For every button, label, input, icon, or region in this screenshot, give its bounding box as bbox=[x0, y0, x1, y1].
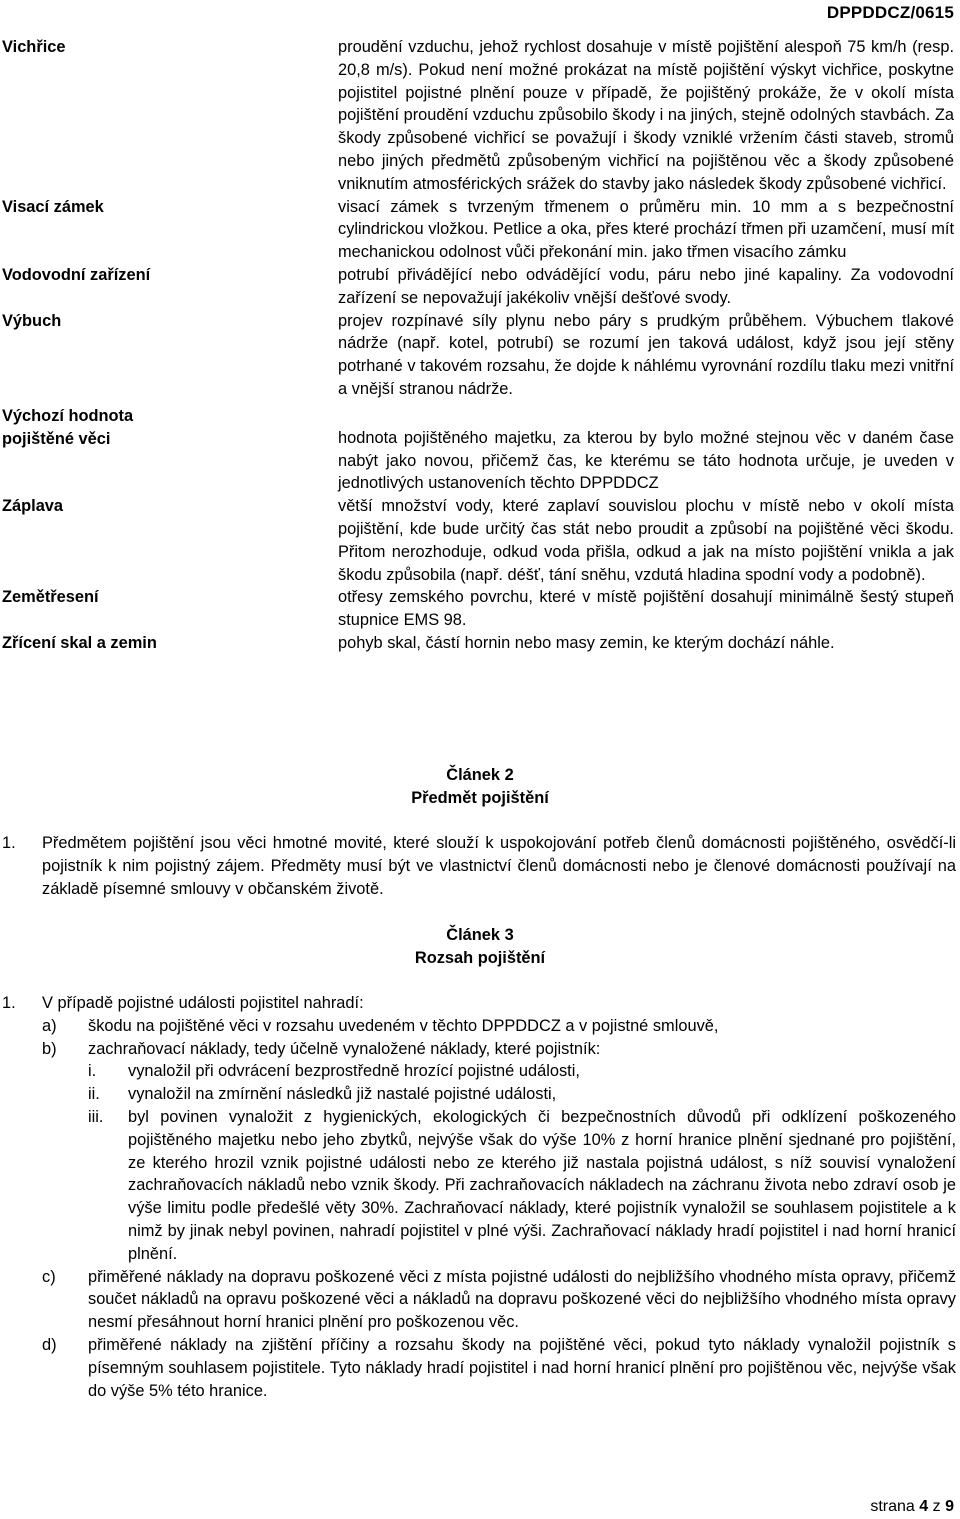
definitions-list bbox=[0, 36, 960, 655]
list-item bbox=[0, 1266, 956, 1334]
sub-list-item-text: vynaložil při odvrácení bezprostředně hrozící pojistné události, bbox=[128, 1062, 580, 1081]
definition-text: visací zámek s tvrzeným třmenem o průměru min. 10 mm a s bezpečnostní cylindrickou vložkou. Petlice a oka, přes které prochází třmen při uzamčení, musí mít mechanickou odolnost vůči překonání min. jako třmen visacího zámku bbox=[338, 197, 954, 262]
list-item-label: b) bbox=[42, 1039, 57, 1058]
list-item bbox=[0, 1038, 956, 1266]
sub-list-item-label: i. bbox=[88, 1062, 97, 1081]
paragraph-number: 1. bbox=[2, 994, 16, 1012]
list-item-text: přiměřené náklady na zjištění příčiny a rozsahu škody na pojištěné věci, pokud tyto náklady vynaložil pojistník s písemným souhlasem pojistitele. Tyto náklady hradí pojistitel i nad horní hranicí plnění pro pojištěnou věc, nejvýše však do výše 5% této hranice. bbox=[88, 1335, 956, 1400]
page-prefix: strana bbox=[870, 1498, 915, 1515]
sub-list-item-text: vynaložil na zmírnění následků již nastalé pojistné události, bbox=[128, 1085, 557, 1104]
article-2-title: Předmět pojištění bbox=[411, 788, 549, 807]
definition-term: Visací zámek bbox=[2, 197, 104, 216]
article-3-paragraph bbox=[0, 992, 956, 1402]
definition-term: Záplava bbox=[2, 497, 64, 516]
total-pages: 9 bbox=[945, 1498, 954, 1515]
definition-term: Zemětřesení bbox=[2, 588, 99, 607]
definition-text: pohyb skal, částí hornin nebo masy zemin, ke kterým dochází náhle. bbox=[338, 633, 835, 652]
definition-text: potrubí přivádějící nebo odvádějící vodu, páru nebo jiné kapaliny. Za vodovodní zařízení se nepovažují jakékoliv vnější dešťové svody. bbox=[338, 265, 954, 307]
definition-row bbox=[0, 405, 960, 495]
definition-term: Výchozí hodnota pojištěné věci bbox=[2, 406, 134, 448]
sub-list-item-label: iii. bbox=[88, 1107, 104, 1126]
sub-list-item bbox=[0, 1083, 956, 1106]
list-item bbox=[0, 1334, 956, 1402]
definition-row bbox=[0, 264, 960, 310]
sub-list-item-text: byl povinen vynaložit z hygienických, ekologických či bezpečnostních důvodů při odklízení poškozeného pojištěného majetku nebo jeho zbytků, nejvýše však do výše 10% z horní hranice plnění sjednané pro pojištění, ze kterého hrozil vznik pojistné události nebo ze kterého již nastala pojistná událost, s níž souvisí vynaložení zachraňovacích nákladů nebo vznik škody. Při zachraňovacích nákladech na záchranu života nebo zdraví osob je výše limitu podle předešlé věty 30%. Zachraňovací náklady, které pojistník vynaložil se souhlasem pojistitele a k nimž by jinak nebyl povinen, nahradí pojistitel v plné výši. Zachraňovací náklady hradí pojistitel i nad horní hranicí plnění. bbox=[128, 1107, 956, 1263]
article-2-heading-block bbox=[0, 764, 960, 810]
list-item-label: d) bbox=[42, 1335, 57, 1354]
definition-row bbox=[0, 310, 960, 401]
definition-term: Vodovodní zařízení bbox=[2, 265, 151, 284]
list-item-label: a) bbox=[42, 1016, 57, 1035]
definition-term: Vichřice bbox=[2, 38, 66, 56]
list-item-text: škodu na pojištěné věci v rozsahu uvedeném v těchto DPPDDCZ a v pojistné smlouvě, bbox=[88, 1016, 719, 1035]
definition-row bbox=[0, 196, 960, 264]
definition-text: otřesy zemského povrchu, které v místě pojištění dosahují minimálně šestý stupeň stupnice EMS 98. bbox=[338, 588, 954, 630]
definition-text: projev rozpínavé síly plynu nebo páry s prudkým průběhem. Výbuchem tlakové nádrže (např. kotel, potrubí) se rozumí jen taková událost, když jsou její stěny potrhané v takovém rozsahu, že dojde k náhlému vyrovnání rozdílu tlaku mezi vnitřní a vnější stranou nádrže. bbox=[338, 311, 954, 398]
article-3-heading-block bbox=[0, 924, 960, 970]
list-item-text: přiměřené náklady na dopravu poškozené věci z místa pojistné události do nejbližšího vhodného místa opravy, přičemž součet nákladů na opravu poškozené věci a nákladů na dopravu poškozené věci do nejbližšího vhodného místa opravy nesmí přesáhnout horní hranici plnění pro poškozenou věc. bbox=[88, 1267, 956, 1332]
current-page: 4 bbox=[919, 1498, 929, 1515]
definition-text: větší množství vody, které zaplaví souvislou plochu v místě nebo v okolí místa pojištění, kde bude určitý čas stát nebo proudit a způsobí na pojištěné věci škodu. Přitom nerozhoduje, odkud voda přišla, odkud a jak na místo pojištění vnikla a jak škodu způsobila (např. déšť, tání sněhu, vzdutá hladina spodní vody a podobně). bbox=[338, 497, 954, 584]
definition-text: proudění vzduchu, jehož rychlost dosahuje v místě pojištění alespoň 75 km/h (resp. 20,8 m/s). Pokud není možné prokázat na místě pojištění výskyt vichřice, poskytne pojistitel pojistné plnění pouze v případě, že pojištěný prokáže, že v okolí místa pojištění proudění vzduchu způsobilo škody i na jiných, stejně odolných stavbách. Za škody způsobené vichřicí se považují i škody vzniklé vržením části staveb, stromů nebo jiných předmětů způsobeným vichřicí na pojištěnou věc a škody způsobené vniknutím atmosférických srážek do stavby jako následek škody způsobené vichřicí. bbox=[338, 38, 954, 193]
paragraph-number: 1. bbox=[2, 834, 16, 852]
article-3-title: Rozsah pojištění bbox=[414, 948, 546, 967]
sub-list-item bbox=[0, 1106, 956, 1266]
paragraph-text: V případě pojistné události pojistitel nahradí: bbox=[42, 994, 364, 1012]
definition-row bbox=[0, 586, 960, 632]
article-3-number: Článek 3 bbox=[446, 926, 514, 944]
sub-list-item-label: ii. bbox=[88, 1085, 100, 1104]
list-item-label: c) bbox=[42, 1267, 56, 1286]
list-item-text: zachraňovací náklady, tedy účelně vynaložené náklady, které pojistník: bbox=[88, 1039, 601, 1058]
definition-row bbox=[0, 36, 960, 196]
definition-row bbox=[0, 632, 960, 655]
sub-list-item bbox=[0, 1060, 956, 1083]
page-number bbox=[870, 1496, 954, 1519]
definition-term: Výbuch bbox=[2, 311, 62, 330]
article-2-paragraph bbox=[0, 832, 956, 900]
document-code: DPPDDCZ/0615 bbox=[826, 3, 954, 22]
page-separator: z bbox=[932, 1498, 941, 1515]
list-item bbox=[0, 1015, 956, 1038]
definition-term: Zřícení skal a zemin bbox=[2, 633, 157, 652]
definition-row bbox=[0, 495, 960, 586]
definition-text: hodnota pojištěného majetku, za kterou by bylo možné stejnou věc v daném čase nabýt jako novou, přičemž čas, ke kterému se táto hodnota určuje, je uveden v jednotlivých ustanoveních těchto DPPDDCZ bbox=[338, 428, 954, 493]
article-2-number: Článek 2 bbox=[446, 766, 514, 784]
paragraph-text: Předmětem pojištění jsou věci hmotné movité, které slouží k uspokojování potřeb členů domácnosti pojištěného, osvědčí-li pojistník k nim pojistný zájem. Předměty musí být ve vlastnictví členů domácnosti nebo je členové domácnosti používají na základě písemné smlouvy v občanském životě. bbox=[42, 834, 956, 898]
